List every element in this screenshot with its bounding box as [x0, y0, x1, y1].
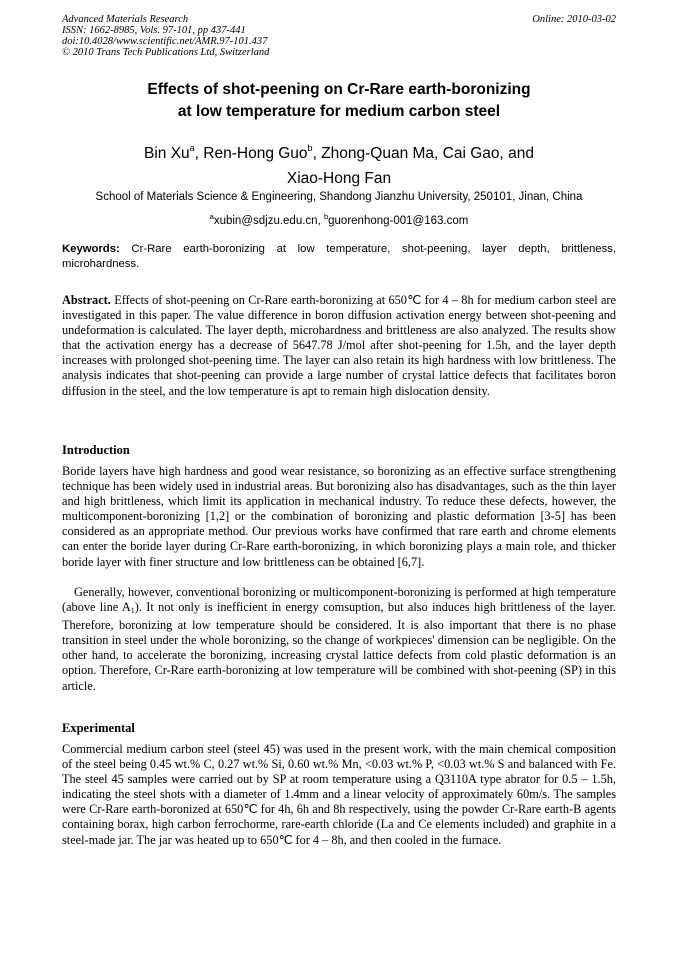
keywords	[62, 242, 616, 271]
title-line-1: Effects of shot-peening on Cr-Rare earth-boronizing	[147, 81, 531, 98]
issn-line: ISSN: 1662-8985, Vols. 97-101, pp 437-441	[62, 25, 246, 36]
section-heading-introduction: Introduction	[62, 443, 130, 457]
section-heading-experimental: Experimental	[62, 721, 135, 735]
title-line-2: at low temperature for medium carbon steel	[177, 103, 501, 120]
paragraph-text: ). It not only is inefficient in energy comsuption, but also induces high brittleness of the layer. Therefore, boronizing at low temperature should be considered. It is also important that there is no phase transition in steel under the whole boronizing, so the change of workpieces' dimension can be negligible. On the other hand, to accelerate the boronizing, increasing crystal lattice defects from cold plastic deformation is an option. Therefore, Cr-Rare earth-boronizing at low temperature will be combined with shot-peening (SP) in this article.	[62, 600, 616, 693]
paragraph-text: Generally, however, conventional boronizing or multicomponent-boronizing is performed at high temperature (above line A	[62, 585, 616, 615]
paper-title	[40, 79, 638, 123]
author-name: , Ren-Hong Guo	[194, 145, 308, 162]
journal-name: Advanced Materials Research	[62, 14, 189, 25]
author-superscript: a	[189, 143, 195, 153]
abstract	[62, 293, 616, 399]
doi-line: doi:10.4028/www.scientific.net/AMR.97-101.437	[62, 36, 268, 47]
email-link[interactable]: xubin@sdjzu.edu.cn,	[213, 215, 324, 227]
emails	[20, 207, 658, 231]
author-line-2: Xiao-Hong Fan	[286, 170, 392, 187]
copyright-line: © 2010 Trans Tech Publications Ltd, Switzerland	[62, 47, 270, 58]
journal-header	[62, 14, 616, 58]
author-name: Bin Xu	[143, 145, 190, 162]
author-names: , Zhong-Quan Ma, Cai Gao, and	[312, 145, 534, 162]
email-superscript: a	[209, 212, 214, 221]
email-link[interactable]: guorenhong-001@163.com	[328, 215, 469, 227]
abstract-label: Abstract.	[62, 293, 111, 307]
institution: School of Materials Science & Engineering, Shandong Jianzhu University, 250101, Jinan, China	[95, 191, 583, 203]
affiliation	[20, 187, 658, 231]
email-superscript: b	[323, 212, 329, 221]
author-superscript: b	[307, 143, 313, 153]
author-line-1	[40, 136, 638, 166]
keywords-label: Keywords:	[62, 243, 120, 255]
intro-paragraph-2	[62, 585, 616, 694]
author-list	[40, 136, 638, 191]
online-date: Online: 2010-03-02	[532, 14, 616, 25]
experimental-paragraph: Commercial medium carbon steel (steel 45) was used in the present work, with the main chemical composition of the steel being 0.45 wt.% C, 0.27 wt.% Si, 0.60 wt.% Mn, <0.03 wt.% P, <0.03 wt.% S and balanced with Fe. The steel 45 samples were carried out by SP at room temperature using a Q3110A type abrator for 0.5 – 1.5h, indicating the steel shots with a diameter of 1.4mm and a linear velocity of approximately 60m/s. The samples were Cr-Rare earth-boronized at 650℃ for 4h, 6h and 8h respectively, using the powder Cr-Rare earth-B agents containing borax, high carbon ferrochorme, rare-earth chloride (La and Ce elements included) and graphite in a steel-made jar. The jar was heated up to 650℃ for 4 – 8h, and then cooled in the furnace.	[62, 742, 616, 847]
intro-paragraph-1: Boride layers have high hardness and good wear resistance, so boronizing as an effective surface strengthening technique has been widely used in industrial areas. But boronizing also has disadvantages, such as the thin layer and high brittleness, which limit its application in mechanical industry. To reduce these defects, however, the multicomponent-boronizing [1,2] or the combination of boronizing and plastic deformation [3-5] has been considered as an appropriate method. Our previous works have confirmed that rare earth and chrome elements can enter the boride layer during Cr-Rare earth-boronizing, in which boronizing plays a main role, and thicker boride layer with finer structure and low brittleness can be obtained [6,7].	[62, 464, 616, 569]
subscript: 1	[130, 606, 135, 616]
abstract-text: Effects of shot-peening on Cr-Rare earth-boronizing at 650℃ for 4 – 8h for medium carbon steel are investigated in this paper. The value difference in boron diffusion activation energy between shot-peening and undeformation is calculated. The layer depth, microhardness and brittleness are also analyzed. The results show that the activation energy has a decrease of 5647.78 J/mol after shot-peening for 1.5h, and the layer depth increases with prolonged shot-peening time. The layer can also retain its high hardness with low brittleness. The analysis indicates that shot-peening can provide a large number of crystal lattice defects that facilitates boron diffusion in the steel, and the low temperature is apt to remain high dislocation density.	[62, 293, 616, 398]
keywords-text: Cr-Rare earth-boronizing at low temperature, shot-peening, layer depth, brittleness, microhardness.	[62, 243, 616, 270]
